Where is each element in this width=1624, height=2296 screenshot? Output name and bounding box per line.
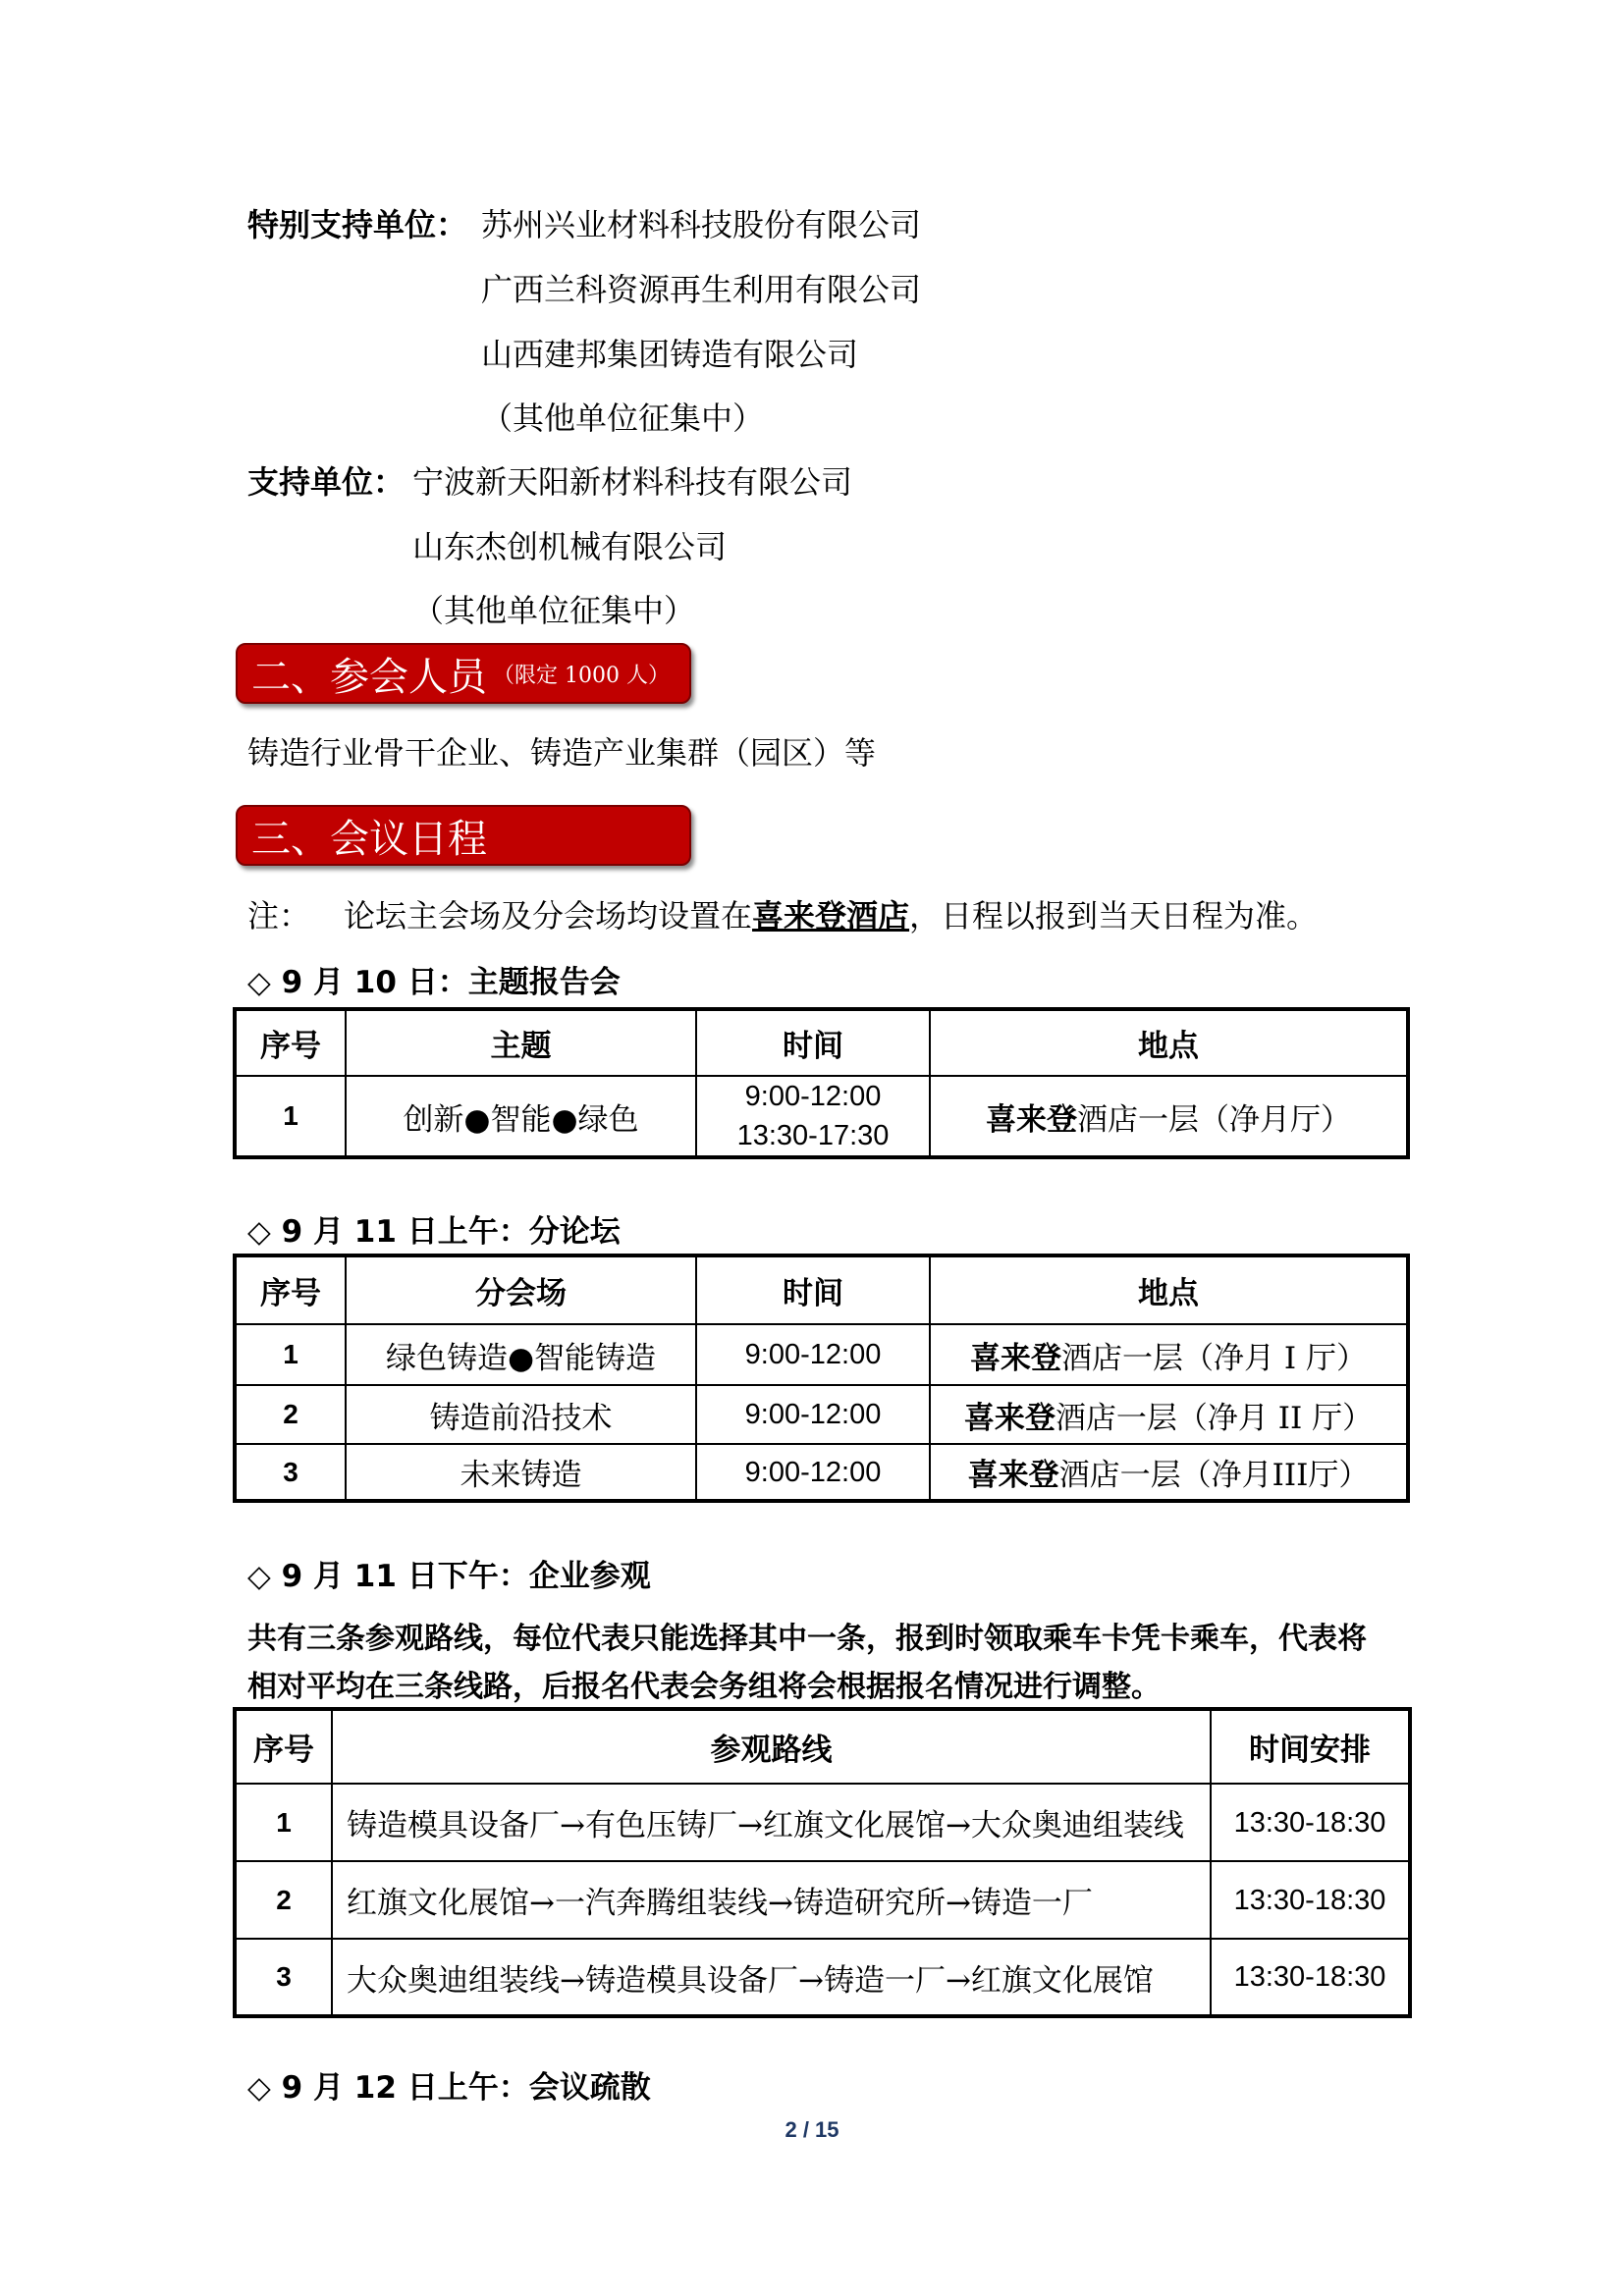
col-header: 分会场 [346, 1255, 696, 1324]
table-row [235, 1385, 1408, 1444]
table-row [235, 1784, 1410, 1861]
row-venue: 绿色铸造●智能铸造 [346, 1324, 696, 1385]
day1-heading: ◇ 9 月 10 日：主题报告会 [247, 965, 621, 1000]
row-number: 3 [235, 1444, 346, 1501]
row-number: 2 [235, 1861, 332, 1939]
section2-limit: （限定 1000 人） [493, 663, 670, 688]
section3-banner [236, 805, 691, 866]
row-number: 3 [235, 1939, 332, 2016]
section2-title: 二、参会人员 [251, 654, 487, 700]
place-hotel: 喜来登 [970, 1340, 1062, 1376]
col-header: 地点 [930, 1255, 1408, 1324]
row-route: 大众奥迪组装线→铸造模具设备厂→铸造一厂→红旗文化展馆 [332, 1939, 1211, 2016]
row-venue: 未来铸造 [346, 1444, 696, 1501]
day2pm-description-line2: 相对平均在三条线路，后报名代表会务组将会根据报名情况进行调整。 [247, 1670, 1161, 1704]
row-time [696, 1076, 930, 1157]
col-header: 时间 [696, 1255, 930, 1324]
schedule-note [247, 891, 1318, 936]
col-header: 地点 [930, 1009, 1408, 1076]
col-header: 时间 [696, 1009, 930, 1076]
row-venue: 铸造前沿技术 [346, 1385, 696, 1444]
special-support-label: 特别支持单位： [247, 206, 468, 243]
place-room: 酒店一层（净月III厅） [1058, 1458, 1370, 1493]
section3-title: 三、会议日程 [251, 816, 487, 862]
note-hotel: 喜来登酒店 [752, 897, 910, 934]
place-room: 酒店一层（净月厅） [1077, 1101, 1351, 1138]
col-header: 时间安排 [1211, 1709, 1410, 1784]
special-support-unit: （其他单位征集中） [481, 400, 765, 437]
support-unit: （其他单位征集中） [412, 592, 696, 629]
col-header: 参观路线 [332, 1709, 1211, 1784]
table-row [235, 1939, 1410, 2016]
special-support-unit: 山西建邦集团铸造有限公司 [481, 336, 859, 373]
special-support-unit: 苏州兴业材料科技股份有限公司 [481, 206, 922, 243]
row-number: 1 [235, 1076, 346, 1157]
special-support-unit: 广西兰科资源再生利用有限公司 [481, 271, 922, 308]
row-place [930, 1385, 1408, 1444]
row-place [930, 1076, 1408, 1157]
row-time: 9:00-12:00 [696, 1385, 930, 1444]
note-post: ，日程以报到当天日程为准。 [909, 897, 1319, 934]
note-label: 注： [247, 897, 311, 934]
table-row [235, 1076, 1408, 1157]
row-number: 1 [235, 1324, 346, 1385]
row-time: 13:30-18:30 [1211, 1861, 1410, 1939]
col-header: 主题 [346, 1009, 696, 1076]
row-time: 13:30-18:30 [1211, 1939, 1410, 2016]
section2-text: 铸造行业骨干企业、铸造产业集群（园区）等 [247, 734, 877, 772]
place-hotel: 喜来登 [967, 1458, 1059, 1493]
day2am-table [233, 1254, 1410, 1503]
table-row [235, 1861, 1410, 1939]
place-room: 酒店一层（净月 I 厅） [1061, 1340, 1367, 1376]
support-label: 支持单位： [247, 463, 406, 501]
col-header: 序号 [235, 1255, 346, 1324]
day2pm-table [233, 1707, 1412, 2018]
col-header: 序号 [235, 1709, 332, 1784]
day2am-heading: ◇ 9 月 11 日上午：分论坛 [247, 1214, 621, 1250]
table-row [235, 1324, 1408, 1385]
day2pm-heading: ◇ 9 月 11 日下午：企业参观 [247, 1559, 651, 1594]
row-time: 9:00-12:00 [696, 1324, 930, 1385]
row-time: 9:00-12:00 [696, 1444, 930, 1501]
support-unit: 山东杰创机械有限公司 [412, 528, 728, 565]
place-room: 酒店一层（净月 II 厅） [1055, 1400, 1374, 1436]
place-hotel: 喜来登 [986, 1101, 1077, 1138]
support-unit: 宁波新天阳新材料科技有限公司 [412, 463, 853, 501]
page-number: 2 / 15 [785, 2117, 839, 2142]
row-route: 铸造模具设备厂→有色压铸厂→红旗文化展馆→大众奥迪组装线 [332, 1784, 1211, 1861]
row-time-morning: 9:00-12:00 [744, 1081, 882, 1112]
row-place [930, 1324, 1408, 1385]
col-header: 序号 [235, 1009, 346, 1076]
day3-heading: ◇ 9 月 12 日上午：会议疏散 [247, 2070, 651, 2106]
day1-table [233, 1007, 1410, 1159]
place-hotel: 喜来登 [963, 1400, 1056, 1436]
row-time-afternoon: 13:30-17:30 [736, 1120, 890, 1151]
table-row [235, 1444, 1408, 1501]
note-pre: 论坛主会场及分会场均设置在 [344, 897, 753, 934]
row-place [930, 1444, 1408, 1501]
day2pm-description-line1: 共有三条参观路线，每位代表只能选择其中一条，报到时领取乘车卡凭卡乘车，代表将 [247, 1622, 1367, 1656]
row-route: 红旗文化展馆→一汽奔腾组装线→铸造研究所→铸造一厂 [332, 1861, 1211, 1939]
section2-banner [236, 643, 691, 704]
row-number: 2 [235, 1385, 346, 1444]
row-number: 1 [235, 1784, 332, 1861]
row-time: 13:30-18:30 [1211, 1784, 1410, 1861]
row-topic: 创新●智能●绿色 [346, 1076, 696, 1157]
